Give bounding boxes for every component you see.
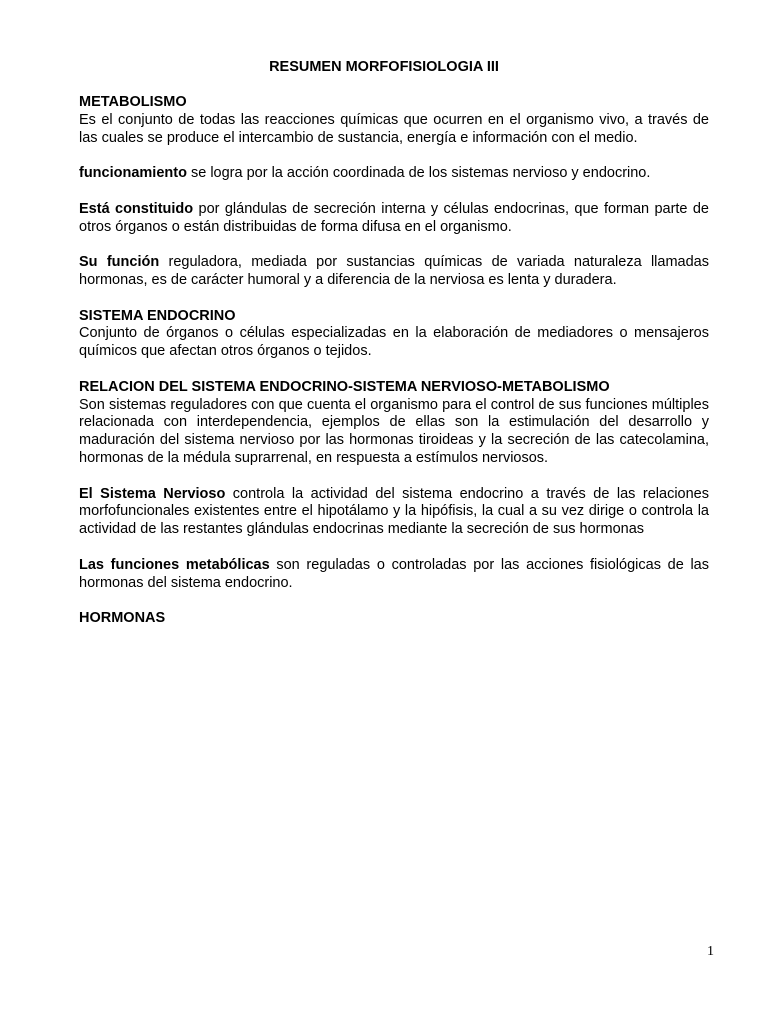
paragraph-lead: Las funciones metabólicas (79, 556, 270, 573)
paragraph-lead: funcionamiento (79, 165, 187, 182)
section-heading: SISTEMA ENDOCRINO (79, 307, 236, 324)
paragraph-text: controla la actividad del sistema endocrino a través de las relaciones morfofuncionales existentes entre el hipotálamo y la hipófisis, la cual a su vez dirige o controla la actividad de las restantes glándulas endocrinas mediante la secreción de sus hormonas (79, 485, 709, 538)
paragraph-text: por glándulas de secreción interna y células endocrinas, que forman parte de otros órganos o están distribuidas de forma difusa en el organismo. (79, 200, 709, 235)
paragraph-text: reguladora, mediada por sustancias químicas de variada naturaleza llamadas hormonas, es de carácter humoral y a diferencia de la nerviosa es lenta y duradera. (79, 254, 709, 288)
section-sistema-endocrino (79, 308, 709, 361)
paragraph-funcion (79, 254, 709, 290)
paragraph-lead: Está constituido (79, 200, 194, 217)
section-heading: RELACION DEL SISTEMA ENDOCRINO-SISTEMA NERVIOSO-METABOLISMO (79, 378, 610, 395)
paragraph-lead: Su función (79, 254, 160, 271)
section-relacion (79, 379, 709, 468)
section-paragraph: Conjunto de órganos o células especializadas en la elaboración de mediadores o mensajeros químicos que afectan otros órganos o tejidos. (79, 325, 709, 360)
paragraph-funcionamiento (79, 165, 709, 183)
section-hormonas (79, 610, 709, 628)
section-paragraph: Son sistemas reguladores con que cuenta el organismo para el control de sus funciones múltiples relacionada con interdependencia, ejemplos de ellas son la estimulación del desarrollo y maduración del sistema nervioso por las hormonas tiroideas y la secreción de las catecolamina, hormonas de la médula suprarrenal, en respuesta a estímulos nerviosos. (79, 396, 709, 466)
paragraph-lead: El Sistema Nervioso (79, 485, 226, 502)
paragraph-sistema-nervioso (79, 486, 709, 539)
section-heading: METABOLISMO (79, 94, 187, 110)
paragraph-text: son reguladas o controladas por las acciones fisiológicas de las hormonas del sistema endocrino. (79, 556, 709, 591)
paragraph-constituido (79, 201, 709, 237)
paragraph-funciones-metabolicas (79, 557, 709, 593)
document-body (79, 94, 709, 646)
section-paragraph: Es el conjunto de todas las reacciones químicas que ocurren en el organismo vivo, a través de las cuales se produce el intercambio de sustancia, energía e información con el medio. (79, 111, 709, 146)
page-number: 1 (707, 944, 714, 959)
document-title: RESUMEN MORFOFISIOLOGIA III (269, 59, 499, 75)
section-metabolismo (79, 94, 709, 147)
section-heading: HORMONAS (79, 610, 166, 627)
paragraph-text: se logra por la acción coordinada de los sistemas nervioso y endocrino. (186, 165, 651, 182)
